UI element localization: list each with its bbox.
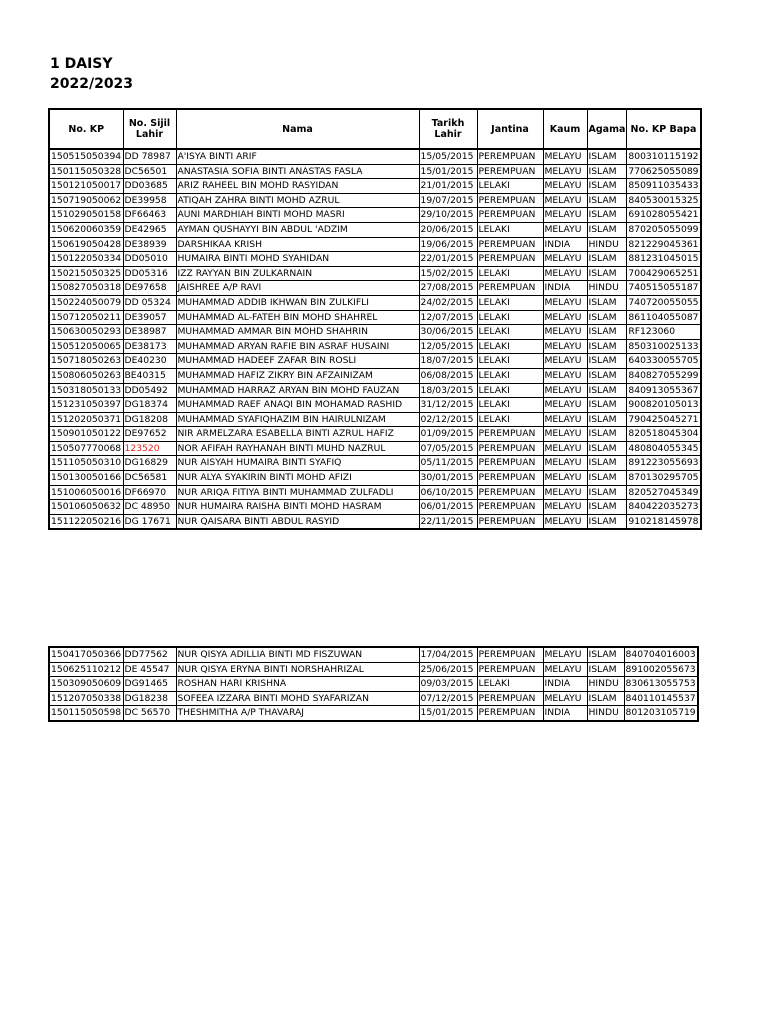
student-table [48, 108, 702, 530]
cell-jantina: PEREMPUAN [477, 164, 543, 179]
cell-tarikh-lahir: 21/01/2015 [419, 179, 477, 194]
cell-no-kp: 151231050397 [49, 398, 123, 413]
cell-no-sijil-lahir: DE42965 [123, 222, 176, 237]
cell-no-sijil-lahir: DE39958 [123, 193, 176, 208]
table-row [49, 456, 701, 471]
cell-agama: ISLAM [587, 383, 627, 398]
cell-no-kp: 150417050366 [49, 647, 123, 662]
cell-no-sijil-lahir: DD05316 [123, 266, 176, 281]
cell-tarikh-lahir: 06/01/2015 [419, 500, 477, 515]
cell-kaum: MELAYU [543, 383, 587, 398]
cell-tarikh-lahir: 07/12/2015 [419, 691, 477, 706]
cell-agama: ISLAM [587, 164, 627, 179]
cell-no-kp-bapa: 480804055345 [627, 441, 701, 456]
cell-kaum: MELAYU [543, 339, 587, 354]
cell-no-sijil-lahir: DE38987 [123, 325, 176, 340]
cell-no-sijil-lahir: DD05492 [123, 383, 176, 398]
cell-no-sijil-lahir: DD05010 [123, 252, 176, 267]
cell-tarikh-lahir: 20/06/2015 [419, 222, 477, 237]
cell-agama: ISLAM [587, 441, 627, 456]
table-row [49, 677, 698, 692]
cell-jantina: LELAKI [477, 325, 543, 340]
cell-no-kp-bapa: 840530015325 [627, 193, 701, 208]
cell-jantina: LELAKI [477, 339, 543, 354]
cell-kaum: MELAYU [543, 193, 587, 208]
cell-no-sijil-lahir: DE40230 [123, 354, 176, 369]
table-row [49, 237, 701, 252]
cell-jantina: LELAKI [477, 222, 543, 237]
cell-no-kp: 150115050328 [49, 164, 123, 179]
table-row [49, 485, 701, 500]
cell-tarikh-lahir: 06/10/2015 [419, 485, 477, 500]
cell-kaum: MELAYU [543, 208, 587, 223]
table-row [49, 662, 698, 677]
cell-tarikh-lahir: 24/02/2015 [419, 295, 477, 310]
cell-jantina: PEREMPUAN [477, 514, 543, 529]
table-row [49, 383, 701, 398]
cell-agama: ISLAM [587, 295, 627, 310]
cell-no-kp-bapa: 910218145978 [627, 514, 701, 529]
cell-nama: ROSHAN HARI KRISHNA [176, 677, 419, 692]
cell-nama: NUR ARIQA FITIYA BINTI MUHAMMAD ZULFADLI [176, 485, 419, 500]
cell-agama: ISLAM [587, 514, 627, 529]
table-row [49, 222, 701, 237]
cell-nama: THESHMITHA A/P THAVARAJ [176, 706, 419, 721]
cell-no-kp: 150115050598 [49, 706, 123, 721]
cell-nama: NUR ALYA SYAKIRIN BINTI MOHD AFIZI [176, 471, 419, 486]
cell-jantina: PEREMPUAN [477, 456, 543, 471]
cell-nama: JAISHREE A/P RAVI [176, 281, 419, 296]
cell-nama: MUHAMMAD AL-FATEH BIN MOHD SHAHREL [176, 310, 419, 325]
cell-no-kp: 150619050428 [49, 237, 123, 252]
col-header-nama: Nama [176, 109, 419, 149]
cell-tarikh-lahir: 30/06/2015 [419, 325, 477, 340]
class-title: 1 DAISY [50, 56, 113, 72]
cell-nama: NUR QAISARA BINTI ABDUL RASYID [176, 514, 419, 529]
cell-nama: MUHAMMAD SYAFIQHAZIM BIN HAIRULNIZAM [176, 412, 419, 427]
cell-agama: ISLAM [587, 368, 627, 383]
cell-no-kp: 151122050216 [49, 514, 123, 529]
cell-kaum: MELAYU [543, 222, 587, 237]
cell-tarikh-lahir: 09/03/2015 [419, 677, 477, 692]
cell-nama: MUHAMMAD ARYAN RAFIE BIN ASRAF HUSAINI [176, 339, 419, 354]
cell-agama: HINDU [587, 281, 627, 296]
table-row [49, 179, 701, 194]
cell-no-sijil-lahir: DE97658 [123, 281, 176, 296]
cell-agama: ISLAM [587, 691, 624, 706]
cell-kaum: MELAYU [543, 295, 587, 310]
table-row [49, 339, 701, 354]
cell-tarikh-lahir: 22/11/2015 [419, 514, 477, 529]
table-row [49, 441, 701, 456]
cell-agama: ISLAM [587, 471, 627, 486]
table-row [49, 398, 701, 413]
cell-no-kp-bapa: 850911035433 [627, 179, 701, 194]
cell-jantina: PEREMPUAN [477, 691, 543, 706]
cell-nama: MUHAMMAD AMMAR BIN MOHD SHAHRIN [176, 325, 419, 340]
cell-no-kp: 150630050293 [49, 325, 123, 340]
col-header-jantina: Jantina [477, 109, 543, 149]
table-row [49, 706, 698, 721]
cell-jantina: LELAKI [477, 179, 543, 194]
cell-kaum: MELAYU [543, 398, 587, 413]
cell-nama: A'ISYA BINTI ARIF [176, 149, 419, 164]
cell-kaum: MELAYU [543, 412, 587, 427]
cell-no-kp-bapa: 870130295705 [627, 471, 701, 486]
table-row [49, 471, 701, 486]
cell-no-kp: 151029050158 [49, 208, 123, 223]
cell-agama: ISLAM [587, 193, 627, 208]
cell-no-sijil-lahir: DE38173 [123, 339, 176, 354]
school-year: 2022/2023 [50, 76, 134, 92]
cell-nama: NUR AISYAH HUMAIRA BINTI SYAFIQ [176, 456, 419, 471]
cell-no-kp-bapa: 891002055673 [624, 662, 698, 677]
cell-no-sijil-lahir: DG16829 [123, 456, 176, 471]
cell-tarikh-lahir: 18/07/2015 [419, 354, 477, 369]
cell-jantina: PEREMPUAN [477, 441, 543, 456]
table-row [49, 208, 701, 223]
cell-kaum: MELAYU [543, 164, 587, 179]
cell-agama: ISLAM [587, 325, 627, 340]
cell-no-kp-bapa: 881231045015 [627, 252, 701, 267]
cell-no-kp: 151207050338 [49, 691, 123, 706]
cell-no-sijil-lahir: DG18238 [123, 691, 176, 706]
cell-no-kp-bapa: 740720055055 [627, 295, 701, 310]
cell-nama: MUHAMMAD HADEEF ZAFAR BIN ROSLI [176, 354, 419, 369]
cell-no-sijil-lahir: DC56501 [123, 164, 176, 179]
cell-tarikh-lahir: 12/07/2015 [419, 310, 477, 325]
cell-tarikh-lahir: 15/02/2015 [419, 266, 477, 281]
cell-agama: ISLAM [587, 427, 627, 442]
cell-tarikh-lahir: 19/07/2015 [419, 193, 477, 208]
cell-nama: AYMAN QUSHAYYI BIN ABDUL 'ADZIM [176, 222, 419, 237]
cell-no-kp: 150106050632 [49, 500, 123, 515]
cell-no-kp: 150806050263 [49, 368, 123, 383]
cell-no-kp: 150130050166 [49, 471, 123, 486]
cell-no-sijil-lahir: DD 78987 [123, 149, 176, 164]
cell-kaum: MELAYU [543, 500, 587, 515]
cell-jantina: LELAKI [477, 383, 543, 398]
cell-no-kp-bapa: 770625055089 [627, 164, 701, 179]
cell-no-kp-bapa: 801203105719 [624, 706, 698, 721]
cell-jantina: PEREMPUAN [477, 662, 543, 677]
cell-nama: SOFEEA IZZARA BINTI MOHD SYAFARIZAN [176, 691, 419, 706]
cell-agama: HINDU [587, 706, 624, 721]
cell-no-kp-bapa: 830613055753 [624, 677, 698, 692]
cell-kaum: MELAYU [543, 441, 587, 456]
cell-jantina: PEREMPUAN [477, 500, 543, 515]
cell-no-sijil-lahir: DE97652 [123, 427, 176, 442]
cell-no-kp: 150121050017 [49, 179, 123, 194]
cell-no-sijil-lahir: DE38939 [123, 237, 176, 252]
cell-no-kp-bapa: 861104055087 [627, 310, 701, 325]
cell-no-kp: 150625110212 [49, 662, 123, 677]
cell-nama: ANASTASIA SOFIA BINTI ANASTAS FASLA [176, 164, 419, 179]
cell-jantina: PEREMPUAN [477, 208, 543, 223]
cell-agama: ISLAM [587, 266, 627, 281]
cell-kaum: INDIA [543, 237, 587, 252]
table-row [49, 514, 701, 529]
cell-agama: ISLAM [587, 456, 627, 471]
table-row [49, 500, 701, 515]
cell-no-sijil-lahir: DF66970 [123, 485, 176, 500]
table-row [49, 647, 698, 662]
cell-no-sijil-lahir: DE 45547 [123, 662, 176, 677]
cell-agama: HINDU [587, 237, 627, 252]
cell-nama: ATIQAH ZAHRA BINTI MOHD AZRUL [176, 193, 419, 208]
cell-no-kp: 150515050394 [49, 149, 123, 164]
cell-jantina: LELAKI [477, 295, 543, 310]
cell-nama: ARIZ RAHEEL BIN MOHD RASYIDAN [176, 179, 419, 194]
cell-no-kp-bapa: 900820105013 [627, 398, 701, 413]
cell-nama: DARSHIKAA KRISH [176, 237, 419, 252]
cell-no-sijil-lahir: DG 17671 [123, 514, 176, 529]
col-header-agama: Agama [587, 109, 627, 149]
cell-nama: HUMAIRA BINTI MOHD SYAHIDAN [176, 252, 419, 267]
table-row [49, 412, 701, 427]
cell-no-kp-bapa: 840704016003 [624, 647, 698, 662]
cell-kaum: MELAYU [543, 485, 587, 500]
cell-agama: ISLAM [587, 179, 627, 194]
cell-tarikh-lahir: 17/04/2015 [419, 647, 477, 662]
cell-tarikh-lahir: 29/10/2015 [419, 208, 477, 223]
cell-tarikh-lahir: 06/08/2015 [419, 368, 477, 383]
cell-tarikh-lahir: 22/01/2015 [419, 252, 477, 267]
cell-no-kp: 150224050079 [49, 295, 123, 310]
cell-tarikh-lahir: 15/01/2015 [419, 164, 477, 179]
cell-no-kp-bapa: 691028055421 [627, 208, 701, 223]
cell-agama: ISLAM [587, 339, 627, 354]
col-header-no-sijil-lahir: No. Sijil Lahir [123, 109, 176, 149]
cell-no-kp: 150718050263 [49, 354, 123, 369]
cell-jantina: LELAKI [477, 398, 543, 413]
cell-tarikh-lahir: 25/06/2015 [419, 662, 477, 677]
cell-no-sijil-lahir: DG18208 [123, 412, 176, 427]
cell-jantina: PEREMPUAN [477, 485, 543, 500]
cell-no-kp: 150712050211 [49, 310, 123, 325]
cell-kaum: MELAYU [543, 310, 587, 325]
cell-no-kp: 150318050133 [49, 383, 123, 398]
cell-jantina: LELAKI [477, 266, 543, 281]
cell-no-sijil-lahir: DF66463 [123, 208, 176, 223]
cell-jantina: LELAKI [477, 412, 543, 427]
cell-no-kp-bapa: 700429065251 [627, 266, 701, 281]
cell-agama: ISLAM [587, 662, 624, 677]
cell-agama: ISLAM [587, 310, 627, 325]
table-row [49, 266, 701, 281]
cell-tarikh-lahir: 18/03/2015 [419, 383, 477, 398]
cell-kaum: MELAYU [543, 514, 587, 529]
cell-tarikh-lahir: 15/01/2015 [419, 706, 477, 721]
cell-no-kp: 150215050325 [49, 266, 123, 281]
cell-agama: ISLAM [587, 222, 627, 237]
cell-agama: ISLAM [587, 647, 624, 662]
cell-no-kp: 150719050062 [49, 193, 123, 208]
cell-jantina: PEREMPUAN [477, 237, 543, 252]
cell-no-sijil-lahir: 123520 [123, 441, 176, 456]
cell-jantina: PEREMPUAN [477, 647, 543, 662]
cell-nama: NUR QISYA ADILLIA BINTI MD FISZUWAN [176, 647, 419, 662]
cell-agama: ISLAM [587, 398, 627, 413]
cell-kaum: INDIA [543, 677, 587, 692]
table-row [49, 164, 701, 179]
cell-tarikh-lahir: 19/06/2015 [419, 237, 477, 252]
cell-no-sijil-lahir: DD03685 [123, 179, 176, 194]
cell-tarikh-lahir: 15/05/2015 [419, 149, 477, 164]
cell-no-sijil-lahir: BE40315 [123, 368, 176, 383]
cell-agama: ISLAM [587, 485, 627, 500]
cell-kaum: MELAYU [543, 149, 587, 164]
cell-jantina: PEREMPUAN [477, 706, 543, 721]
cell-no-kp: 150827050318 [49, 281, 123, 296]
cell-no-kp-bapa: RF123060 [627, 325, 701, 340]
cell-kaum: INDIA [543, 706, 587, 721]
cell-nama: NUR QISYA ERYNA BINTI NORSHAHRIZAL [176, 662, 419, 677]
cell-kaum: MELAYU [543, 427, 587, 442]
col-header-kaum: Kaum [543, 109, 587, 149]
cell-nama: NIR ARMELZARA ESABELLA BINTI AZRUL HAFIZ [176, 427, 419, 442]
cell-no-sijil-lahir: DD77562 [123, 647, 176, 662]
cell-agama: ISLAM [587, 149, 627, 164]
cell-no-sijil-lahir: DC56581 [123, 471, 176, 486]
cell-nama: MUHAMMAD RAEF ANAQI BIN MOHAMAD RASHID [176, 398, 419, 413]
cell-agama: ISLAM [587, 412, 627, 427]
cell-no-kp-bapa: 821229045361 [627, 237, 701, 252]
cell-agama: HINDU [587, 677, 624, 692]
cell-jantina: LELAKI [477, 310, 543, 325]
cell-kaum: MELAYU [543, 252, 587, 267]
cell-no-sijil-lahir: DC 56570 [123, 706, 176, 721]
table-row [49, 354, 701, 369]
cell-no-kp-bapa: 840110145537 [624, 691, 698, 706]
cell-nama: NUR HUMAIRA RAISHA BINTI MOHD HASRAM [176, 500, 419, 515]
cell-tarikh-lahir: 12/05/2015 [419, 339, 477, 354]
cell-tarikh-lahir: 07/05/2015 [419, 441, 477, 456]
cell-kaum: MELAYU [543, 354, 587, 369]
cell-nama: AUNI MARDHIAH BINTI MOHD MASRI [176, 208, 419, 223]
cell-no-sijil-lahir: DG91465 [123, 677, 176, 692]
cell-tarikh-lahir: 27/08/2015 [419, 281, 477, 296]
cell-no-sijil-lahir: DD 05324 [123, 295, 176, 310]
cell-no-kp-bapa: 840827055299 [627, 368, 701, 383]
cell-kaum: MELAYU [543, 266, 587, 281]
cell-nama: MUHAMMAD ADDIB IKHWAN BIN ZULKIFLI [176, 295, 419, 310]
cell-no-kp-bapa: 850310025133 [627, 339, 701, 354]
table-row [49, 325, 701, 340]
cell-jantina: PEREMPUAN [477, 471, 543, 486]
table-row [49, 368, 701, 383]
cell-kaum: MELAYU [543, 691, 587, 706]
cell-agama: ISLAM [587, 354, 627, 369]
cell-no-kp-bapa: 640330055705 [627, 354, 701, 369]
cell-jantina: LELAKI [477, 354, 543, 369]
cell-agama: ISLAM [587, 500, 627, 515]
cell-nama: MUHAMMAD HAFIZ ZIKRY BIN AFZAINIZAM [176, 368, 419, 383]
cell-no-kp: 151202050371 [49, 412, 123, 427]
cell-no-kp: 150620060359 [49, 222, 123, 237]
cell-nama: NOR AFIFAH RAYHANAH BINTI MUHD NAZRUL [176, 441, 419, 456]
table-row [49, 295, 701, 310]
cell-kaum: INDIA [543, 281, 587, 296]
cell-no-kp-bapa: 891223055693 [627, 456, 701, 471]
cell-jantina: LELAKI [477, 677, 543, 692]
cell-no-kp-bapa: 840913055367 [627, 383, 701, 398]
cell-agama: ISLAM [587, 208, 627, 223]
cell-no-sijil-lahir: DC 48950 [123, 500, 176, 515]
cell-no-kp-bapa: 870205055099 [627, 222, 701, 237]
cell-tarikh-lahir: 02/12/2015 [419, 412, 477, 427]
cell-nama: MUHAMMAD HARRAZ ARYAN BIN MOHD FAUZAN [176, 383, 419, 398]
table-row [49, 281, 701, 296]
table-row [49, 193, 701, 208]
table-header-row [49, 109, 701, 149]
cell-no-kp-bapa: 800310115192 [627, 149, 701, 164]
cell-kaum: MELAYU [543, 662, 587, 677]
cell-no-kp-bapa: 820527045349 [627, 485, 701, 500]
cell-jantina: PEREMPUAN [477, 281, 543, 296]
cell-kaum: MELAYU [543, 471, 587, 486]
cell-no-kp: 150309050609 [49, 677, 123, 692]
table-row [49, 149, 701, 164]
col-header-tarikh-lahir: Tarikh Lahir [419, 109, 477, 149]
cell-no-kp: 150901050122 [49, 427, 123, 442]
cell-tarikh-lahir: 30/01/2015 [419, 471, 477, 486]
cell-no-kp: 151105050310 [49, 456, 123, 471]
cell-jantina: PEREMPUAN [477, 193, 543, 208]
table-row [49, 252, 701, 267]
cell-no-kp: 150507770068 [49, 441, 123, 456]
cell-no-sijil-lahir: DG18374 [123, 398, 176, 413]
cell-jantina: LELAKI [477, 368, 543, 383]
cell-jantina: PEREMPUAN [477, 149, 543, 164]
cell-kaum: MELAYU [543, 647, 587, 662]
cell-tarikh-lahir: 31/12/2015 [419, 398, 477, 413]
table-row [49, 427, 701, 442]
cell-tarikh-lahir: 05/11/2015 [419, 456, 477, 471]
cell-agama: ISLAM [587, 252, 627, 267]
cell-kaum: MELAYU [543, 456, 587, 471]
cell-no-kp-bapa: 840422035273 [627, 500, 701, 515]
student-table-continued [48, 646, 699, 722]
cell-no-kp: 150122050334 [49, 252, 123, 267]
cell-jantina: PEREMPUAN [477, 427, 543, 442]
table-row [49, 691, 698, 706]
cell-kaum: MELAYU [543, 325, 587, 340]
cell-jantina: PEREMPUAN [477, 252, 543, 267]
cell-no-sijil-lahir: DE39057 [123, 310, 176, 325]
cell-tarikh-lahir: 01/09/2015 [419, 427, 477, 442]
cell-no-kp-bapa: 740515055187 [627, 281, 701, 296]
col-header-no-kp: No. KP [49, 109, 123, 149]
cell-no-kp-bapa: 790425045271 [627, 412, 701, 427]
cell-no-kp-bapa: 820518045304 [627, 427, 701, 442]
cell-kaum: MELAYU [543, 368, 587, 383]
cell-no-kp: 151006050016 [49, 485, 123, 500]
cell-kaum: MELAYU [543, 179, 587, 194]
col-header-no-kp-bapa: No. KP Bapa [627, 109, 701, 149]
table-row [49, 310, 701, 325]
cell-nama: IZZ RAYYAN BIN ZULKARNAIN [176, 266, 419, 281]
cell-no-kp: 150512050065 [49, 339, 123, 354]
